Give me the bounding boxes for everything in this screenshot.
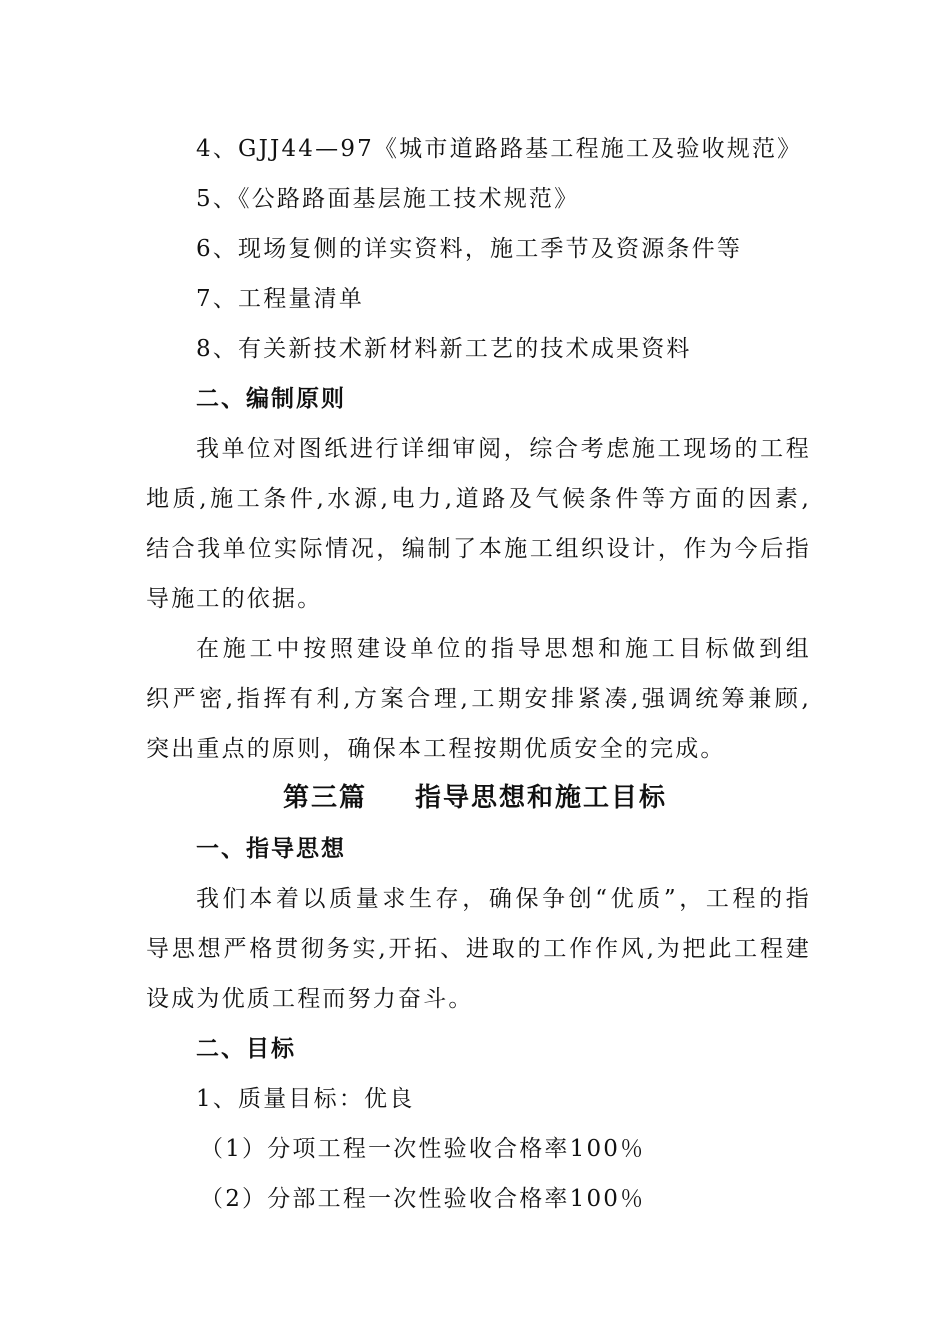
chapter-title	[0, 782, 950, 814]
paragraph-line: 设成为优质工程而努力奋斗。	[146, 986, 474, 1012]
chapter-number: 第三篇	[282, 783, 367, 813]
paragraph-line: 在施工中按照建设单位的指导思想和施工目标做到组	[196, 636, 811, 662]
paragraph-line: 结合我单位实际情况，编制了本施工组织设计，作为今后指	[146, 536, 811, 562]
section-heading-goals: 二、目标	[196, 1036, 296, 1062]
reference-item-7: 7、工程量清单	[196, 286, 365, 312]
quality-goal-sub-1: （1）分项工程一次性验收合格率100％	[200, 1136, 646, 1162]
quality-goal-sub-2: （2）分部工程一次性验收合格率100％	[200, 1186, 646, 1212]
chapter-name: 指导思想和施工目标	[415, 783, 668, 813]
paragraph-line: 导施工的依据。	[146, 586, 323, 612]
paragraph-line: 地质,施工条件,水源,电力,道路及气候条件等方面的因素,	[146, 486, 811, 512]
paragraph-line: 突出重点的原则，确保本工程按期优质安全的完成。	[146, 736, 726, 762]
paragraph-line: 导思想严格贯彻务实,开拓、进取的工作作风,为把此工程建	[146, 936, 811, 962]
reference-item-4: 4、GJJ44—97《城市道路路基工程施工及验收规范》	[196, 136, 803, 162]
quality-goal: 1、质量目标：优良	[196, 1086, 415, 1112]
section-heading-principles: 二、编制原则	[196, 386, 346, 412]
reference-item-8: 8、有关新技术新材料新工艺的技术成果资料	[196, 336, 692, 362]
paragraph-line: 我单位对图纸进行详细审阅，综合考虑施工现场的工程	[196, 436, 811, 462]
paragraph-line: 织严密,指挥有利,方案合理,工期安排紧凑,强调统筹兼顾,	[146, 686, 811, 712]
reference-item-5: 5、《公路路面基层施工技术规范》	[196, 186, 580, 212]
paragraph-line: 我们本着以质量求生存，确保争创“优质”，工程的指	[196, 886, 811, 912]
reference-item-6: 6、现场复侧的详实资料，施工季节及资源条件等	[196, 236, 743, 262]
section-heading-guiding: 一、指导思想	[196, 836, 346, 862]
